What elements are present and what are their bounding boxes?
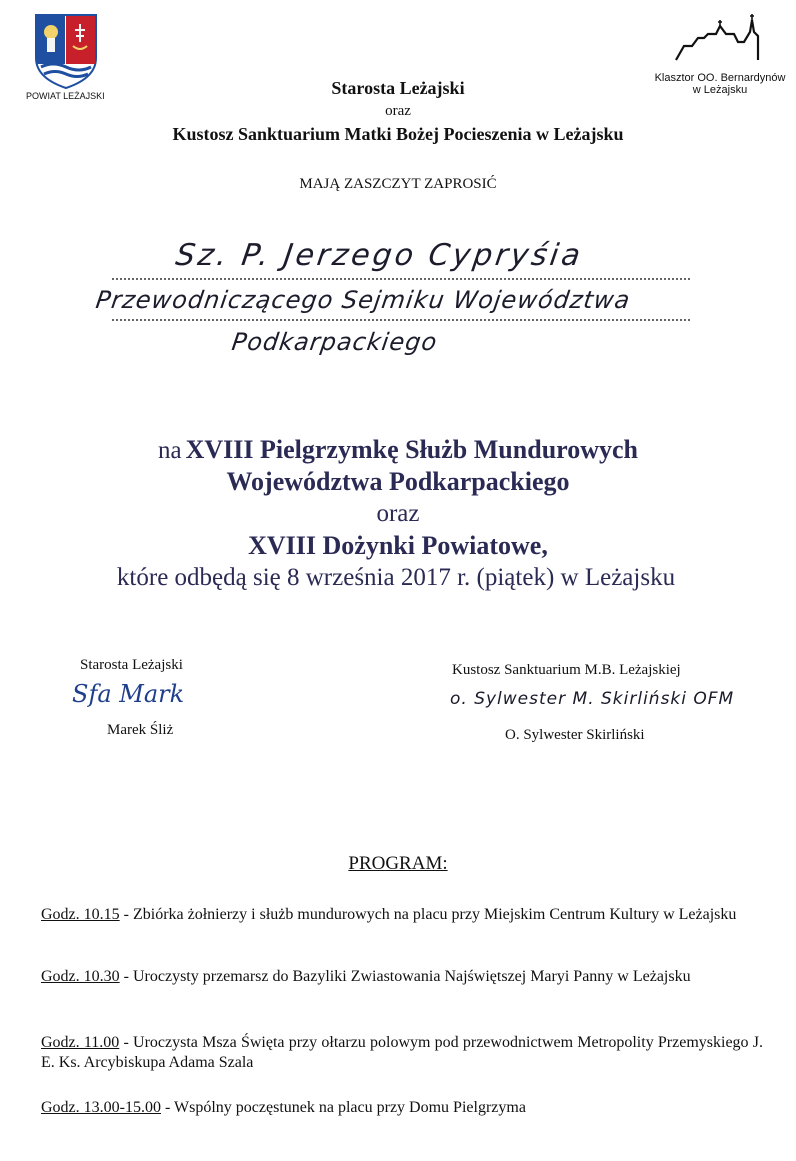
left-signatory-name: Marek Śliż <box>107 722 174 738</box>
left-signatory-title: Starosta Leżajski <box>80 657 183 673</box>
program-item-time: Godz. 10.30 <box>41 968 120 985</box>
right-signature-handwritten: o. Sylwester M. Skirliński OFM <box>450 689 735 709</box>
program-item-time: Godz. 13.00-15.00 <box>41 1099 161 1116</box>
event-oraz: oraz <box>376 500 420 527</box>
program-item-time: Godz. 10.15 <box>41 906 120 923</box>
event-title-line1 <box>0 434 796 470</box>
invitee-name-handwritten: Sz. P. Jerzego Cypryśia <box>173 238 586 273</box>
header-starosta: Starosta Leżajski <box>331 78 465 98</box>
event-prefix: na <box>158 437 182 464</box>
header-kustosz: Kustosz Sanktuarium Matki Bożej Pocieszenia w Leżajsku <box>172 124 624 144</box>
program-item <box>41 1098 763 1118</box>
right-signatory-name: O. Sylwester Skirliński <box>505 727 645 743</box>
program-item <box>41 967 763 987</box>
program-item <box>41 1033 763 1073</box>
header-oraz: oraz <box>385 103 411 119</box>
program-title: PROGRAM: <box>348 853 448 874</box>
invite-phrase: MAJĄ ZASZCZYT ZAPROSIĆ <box>299 176 497 192</box>
monastery-outline-icon <box>670 12 770 62</box>
right-signatory-title: Kustosz Sanktuarium M.B. Leżajskiej <box>452 662 681 678</box>
event-title-pilgrimage: XVIII Pielgrzymkę Służb Mundurowych <box>185 435 638 464</box>
monastery-caption-line2: w Leżajsku <box>692 84 748 96</box>
invitee-dotted-line-2 <box>112 319 690 321</box>
program-item-text: - Wspólny poczęstunek na placu przy Domu Pielgrzyma <box>160 1099 526 1116</box>
event-title-voivodeship: Województwa Podkarpackiego <box>226 467 570 496</box>
event-title-harvest: XVIII Dożynki Powiatowe, <box>248 531 548 560</box>
invitee-role-handwritten: Przewodniczącego Sejmiku Województwa <box>94 286 633 314</box>
event-date-line: które odbędą się 8 września 2017 r. (piątek) w Leżajsku <box>116 564 676 591</box>
program-item-text: - Uroczysty przemarsz do Bazyliki Zwiastowania Najświętszej Maryi Panny w Leżajsku <box>119 968 691 985</box>
program-item-time: Godz. 11.00 <box>41 1034 120 1051</box>
program-item-text: - Zbiórka żołnierzy i służb mundurowych na placu przy Miejskim Centrum Kultury w Leżajsku <box>119 906 737 923</box>
monastery-caption-line1: Klasztor OO. Bernardynów <box>654 72 786 84</box>
monastery-logo <box>670 12 770 62</box>
left-signature-handwritten: Sfa Mark <box>72 680 185 708</box>
program-item-text: - Uroczysta Msza Święta przy ołtarzu polowym pod przewodnictwem Metropolity Przemyskiego J. E. Ks. Arcybiskupa Adama Szala <box>41 1034 763 1071</box>
crest-caption: POWIAT LEŻAJSKI <box>26 91 105 101</box>
invitee-region-handwritten: Podkarpackiego <box>230 328 440 356</box>
program-item <box>41 905 763 925</box>
invitee-dotted-line-1 <box>112 278 690 280</box>
